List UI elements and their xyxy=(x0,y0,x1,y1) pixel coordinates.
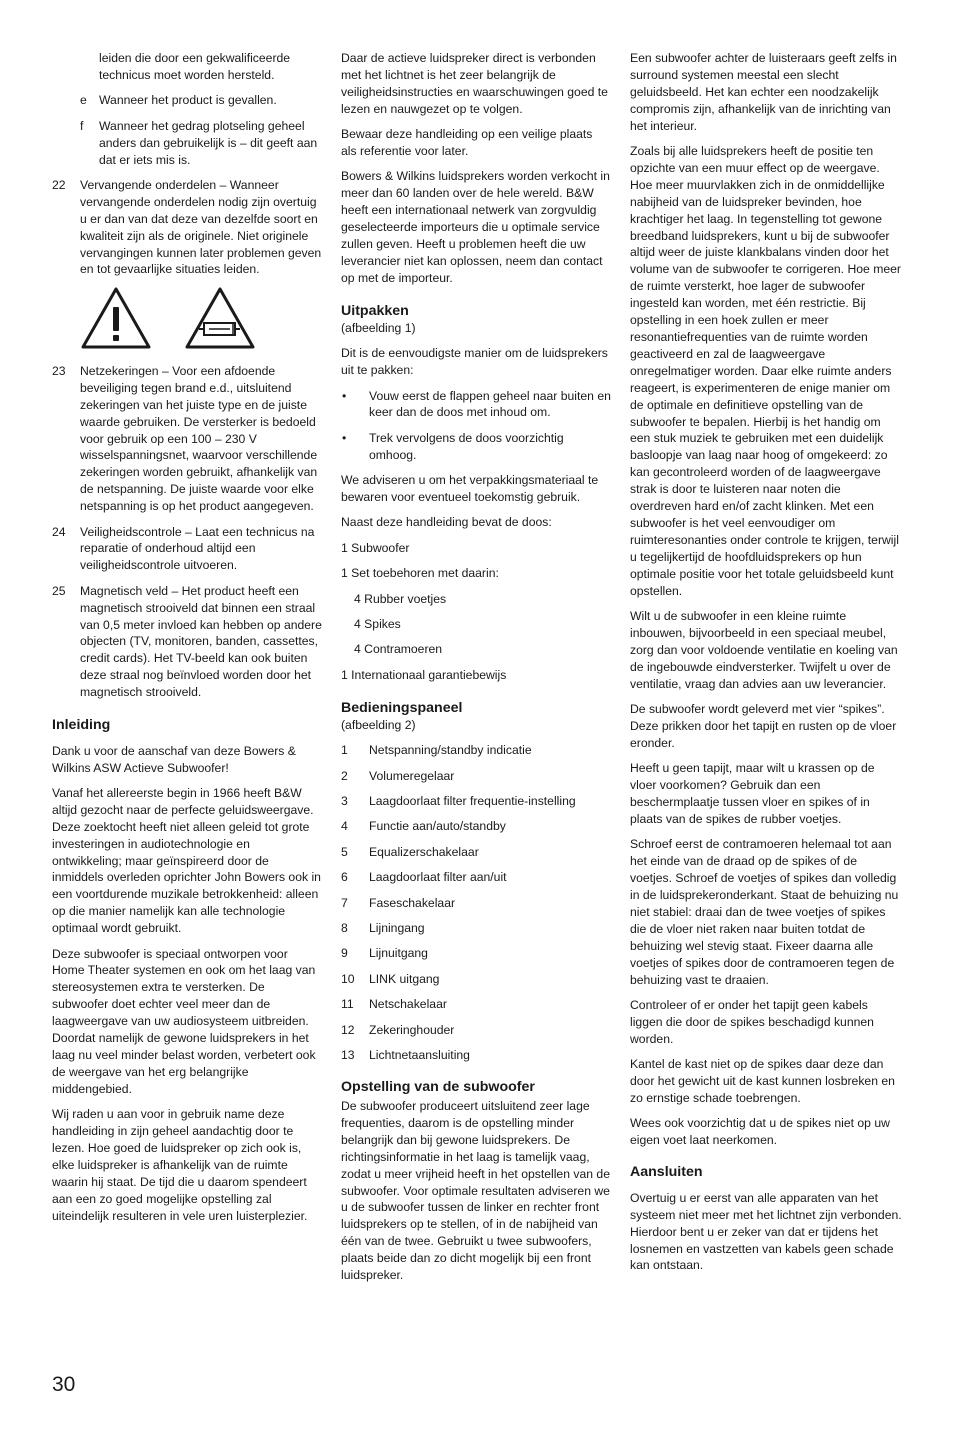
list-number: 5 xyxy=(341,844,348,859)
panel-legend-item xyxy=(341,1022,611,1039)
box-content-line: 1 Internationaal garantiebewijs xyxy=(341,667,507,682)
list-item xyxy=(52,524,322,575)
list-number: 4 xyxy=(341,819,348,834)
panel-legend-item xyxy=(341,945,611,962)
list-text: LINK uitgang xyxy=(369,971,440,986)
paragraph: Wees ook voorzichtig dat u de spikes niet op uw eigen voet laat neerkomen. xyxy=(630,1116,890,1148)
paragraph: Schroef eerst de contramoeren helemaal tot aan het einde van de draad op de spikes of de voetjes. Schroef de voetjes of spikes dan volledig in de luidsprekeronderkant. Staat de behuizing nu niet stabiel: draai dan de twee voetjes of spikes die de vloer niet raken naar buiten totdat de behuizing wel stevig staat. Fixeer daarna alle voetjes of spikes door de contramoeren tegen de behuizing vast te draaien. xyxy=(630,837,899,987)
paragraph: Overtuig u er eerst van alle apparaten van het systeem niet meer met het lichtnet zijn verbonden. Hierdoor bent u er zeker van dat er tijdens het losnemen en vastzetten van kabels geen schade kan ontstaan. xyxy=(630,1190,902,1273)
list-item xyxy=(80,92,322,109)
paragraph: We adviseren u om het verpakkingsmateriaal te bewaren voor eventueel toekomstig gebruik. xyxy=(341,473,599,505)
bullet-item xyxy=(341,430,611,464)
column-3 xyxy=(630,50,902,1283)
section-heading-bedieningspaneel: Bedieningspaneel xyxy=(341,699,463,716)
section-heading-opstelling: Opstelling van de subwoofer xyxy=(341,1078,535,1095)
list-text: Veiligheidscontrole – Laat een technicus na reparatie of onderhoud altijd een veiligheidscontrole uitvoeren. xyxy=(80,524,315,573)
section-heading-inleiding: Inleiding xyxy=(52,717,111,734)
paragraph: Zoals bij alle luidsprekers heeft de positie ten opzichte van een muur effect op de weergave. Hoe meer muurvlakken zich in de onmiddellijke nabijheid van de luidspreker bevinden, hoe krachtiger het laag. In tegenstelling tot gewone breedband luidsprekers, kunt u bij de subwoofer altijd weer de juiste klankbalans vinden door het volume van de subwoofer te corrigeren. Hoe meer de ruimte versterkt, hoe lager de subwoofer ingesteld kan worden, met één restrictie. Bij opstelling in een hoek zullen er meer resonantiefrequenties van de ruimte worden geactiveerd en zal de laagweergave onregelmatiger worden. Daar elke ruimte anders reageert, is experimenteren de enige manier om de optimale en definitieve opstelling van de subwoofer te bepalen. Hierbij is het handig om een stuk muziek te gebruiken met een duidelijk basloopje van laag naar hoog of omgekeerd: zo kan gecontroleerd worden of de laagweergave strak is door te luisteren naar noten die overdreven hard en/of zacht klinken. Met een subwoofer is het veel eenvoudiger om ruimteresonanties onder controle te krijgen, terwijl u tegelijkertijd de hoofdluidsprekers op hun optimale positie voor het totale geluidsbeeld kunt opstellen. xyxy=(630,144,901,598)
list-text: Netzekeringen – Voor een afdoende beveiliging tegen brand e.d., uitsluitend zekeringen van het juiste type en de juiste waarde gebruiken. De versterker is bedoeld voor gebruik op een 100 – 230 V wisselspanningsnet, waarvoor verschillende zekeringen worden gebruikt, afhankelijk van de netspanning. De juiste waarde voor elke netspanning is op het product aangegeven. xyxy=(80,363,318,514)
paragraph: Kantel de kast niet op de spikes daar deze dan door het gewicht uit de kast kunnen losbreken en zo ernstige schade toebrengen. xyxy=(630,1057,895,1106)
list-text: Netspanning/standby indicatie xyxy=(369,743,532,758)
paragraph: Dank u voor de aanschaf van deze Bowers & Wilkins ASW Actieve Subwoofer! xyxy=(52,743,296,775)
paragraph: De subwoofer wordt geleverd met vier “spikes”. Deze prikken door het tapijt en rusten op de vloer eronder. xyxy=(630,702,897,750)
bullet-icon: • xyxy=(342,388,347,403)
bullet-icon: • xyxy=(342,430,347,445)
panel-legend-item xyxy=(341,996,611,1013)
list-text: Faseschakelaar xyxy=(369,895,456,910)
panel-legend-item xyxy=(341,895,611,912)
list-number: 11 xyxy=(341,997,354,1012)
paragraph: Vanaf het allereerste begin in 1966 heeft B&W altijd gezocht naar de perfecte geluidsweergave. Deze zoektocht heeft niet alleen geleid tot grote investeringen in audiotechnologie en ontwikkeling; maar geïnspireerd door de inmiddels overleden oprichter John Bowers ook in een voortdurende muzikale betrokkenheid: alleen op die manier namelijk kan alle technologie optimaal wordt gebruikt. xyxy=(52,785,321,936)
list-number: 8 xyxy=(341,921,348,936)
list-text: Equalizerschakelaar xyxy=(369,844,479,859)
paragraph: Dit is de eenvoudigste manier om de luidsprekers uit te pakken: xyxy=(341,346,608,378)
paragraph: Wilt u de subwoofer in een kleine ruimte inbouwen, bijvoorbeeld in een speciaal meubel, zorg dan voor voldoende ventilatie en koeling van de ingebouwde eindversterker. Twijfelt u over de ventilatie, vraag dan advies aan uw leverancier. xyxy=(630,609,898,691)
paragraph: Bewaar deze handleiding op een veilige plaats als referentie voor later. xyxy=(341,127,593,159)
bullet-text: Trek vervolgens de doos voorzichtig omhoog. xyxy=(369,430,564,462)
paragraph: Daar de actieve luidspreker direct is verbonden met het lichtnet is het zeer belangrijk de veiligheidsinstructies en waarschuwingen goed te lezen en nauwgezet op te volgen. xyxy=(341,51,608,116)
box-content-line: 1 Subwoofer xyxy=(341,540,410,555)
box-content-subline: 4 Contramoeren xyxy=(354,642,443,657)
list-text: Functie aan/auto/standby xyxy=(369,819,506,834)
box-content-line: 1 Set toebehoren met daarin: xyxy=(341,566,499,581)
bullet-item xyxy=(341,388,611,422)
page-number: 30 xyxy=(52,1373,76,1396)
list-text: Lijningang xyxy=(369,921,425,936)
list-text: Wanneer het gedrag plotseling geheel anders dan gebruikelijk is – dit geeft aan dat er iets mis is. xyxy=(99,118,318,167)
caution-triangle-icon xyxy=(81,287,151,349)
list-text: Laagdoorlaat filter aan/uit xyxy=(369,870,507,885)
list-marker: e xyxy=(80,93,87,108)
list-item xyxy=(52,363,322,515)
paragraph: Heeft u geen tapijt, maar wilt u krassen op de vloer voorkomen? Gebruik dan een beschermplaatje tussen vloer en spikes of in plaats van de spikes de rubber voetjes. xyxy=(630,761,875,826)
paragraph: De subwoofer produceert uitsluitend zeer lage frequenties, daarom is de opstelling minder belangrijk dan bij gewone luidsprekers. De richtingsinformatie in het laag is tamelijk vaag, zodat u meer vrijheid heeft in het opstellen van de subwoofer. Voor optimale resultaten adviseren we u de subwoofer tussen de linker en rechter front luidsprekers op te stellen, of in de nabijheid van één van de twee. Gebruikt u twee subwoofers, plaats beide dan zo dicht mogelijk bij een front luidspreker. xyxy=(341,1098,610,1283)
figure-reference: (afbeelding 1) xyxy=(341,320,416,335)
panel-legend-item xyxy=(341,768,611,785)
list-number: 13 xyxy=(341,1048,355,1063)
warning-symbols xyxy=(52,287,322,349)
list-number: 22 xyxy=(52,177,66,192)
paragraph: Een subwoofer achter de luisteraars geeft zelfs in surround systemen meestal een slecht geluidsbeeld. Het kan echter een noodzakelijk compromis zijn, afhankelijk van de inrichting van het interieur. xyxy=(630,51,897,133)
column-1 xyxy=(52,50,322,1233)
list-text: Volumeregelaar xyxy=(369,768,455,783)
section-heading-aansluiten: Aansluiten xyxy=(630,1164,703,1181)
list-number: 23 xyxy=(52,363,66,378)
paragraph: Bowers & Wilkins luidsprekers worden verkocht in meer dan 60 landen over de hele wereld. B&W heeft een internationaal netwerk van zorgvuldig geselecteerde importeurs die u optimale service zullen geven. Heeft u problemen heeft die uw leverancier niet kan oplossen, neem dan contact op met de importeur. xyxy=(341,169,610,285)
paragraph: Naast deze handleiding bevat de doos: xyxy=(341,515,552,530)
paragraph: Wij raden u aan voor in gebruik name deze handleiding in zijn geheel aandachtig door te lezen. Hoe goed de luidspreker op zich ook is, elke luidspreker is afhankelijk van de ruimte waarin hij staat. De tijd die u daarom spendeert aan een zo goed mogelijke opstelling zal uiteindelijk resulteren in vele uren luisterplezier. xyxy=(52,1107,308,1223)
panel-legend-item xyxy=(341,742,611,759)
panel-legend-item xyxy=(341,920,611,937)
list-text: Lichtnetaansluiting xyxy=(369,1048,470,1063)
list-number: 12 xyxy=(341,1022,355,1037)
list-number: 10 xyxy=(341,971,355,986)
panel-legend-item xyxy=(341,844,611,861)
panel-legend-list xyxy=(341,742,611,1064)
list-item xyxy=(52,177,322,278)
panel-legend-item xyxy=(341,793,611,810)
panel-legend-item xyxy=(341,869,611,886)
paragraph: Deze subwoofer is speciaal ontworpen voor Home Theater systemen en ook om het laag van stereosystemen extra te versterken. De subwoofer doet echter veel meer dan de laagweergave van uw audiosysteem uitbreiden. Doordat namelijk de gewone luidsprekers in het laag nu veel minder belast worden, verbetert ook de weergave van het erg belangrijke middengebied. xyxy=(52,946,316,1096)
list-number: 24 xyxy=(52,524,66,539)
box-content-subline: 4 Rubber voetjes xyxy=(354,591,447,606)
section-heading-uitpakken: Uitpakken xyxy=(341,302,409,319)
list-number: 9 xyxy=(341,946,348,961)
column-2 xyxy=(341,50,611,1292)
list-text: Vervangende onderdelen – Wanneer vervangende onderdelen nodig zijn overtuig u er dan van dat deze van dezelfde soort en kwaliteit zijn als de originele. Niet originele vervangingen kunnen later problemen geven en tot gevaarlijke situaties leiden. xyxy=(80,177,322,277)
fuse-warning-icon xyxy=(185,287,255,349)
list-text: Netschakelaar xyxy=(369,997,447,1012)
paragraph: Controleer of er onder het tapijt geen kabels liggen die door de spikes beschadigd kunnen worden. xyxy=(630,998,874,1046)
list-marker: f xyxy=(80,118,84,133)
box-content-subline: 4 Spikes xyxy=(354,617,401,632)
list-number: 2 xyxy=(341,768,348,783)
panel-legend-item xyxy=(341,971,611,988)
list-text: Wanneer het product is gevallen. xyxy=(99,93,277,108)
list-text: Lijnuitgang xyxy=(369,946,428,961)
list-number: 7 xyxy=(341,895,348,910)
list-number: 1 xyxy=(341,743,348,758)
bullet-text: Vouw eerst de flappen geheel naar buiten en keer dan de doos met inhoud om. xyxy=(369,388,611,420)
list-number: 25 xyxy=(52,583,66,598)
figure-reference: (afbeelding 2) xyxy=(341,717,416,732)
panel-legend-item xyxy=(341,818,611,835)
list-text: Zekeringhouder xyxy=(369,1022,455,1037)
list-text: Laagdoorlaat filter frequentie-instelling xyxy=(369,794,576,808)
list-item-continuation: leiden die door een gekwalificeerde technicus moet worden hersteld. xyxy=(99,51,291,82)
list-number: 3 xyxy=(341,794,348,808)
list-number: 6 xyxy=(341,870,348,885)
list-text: Magnetisch veld – Het product heeft een magnetisch strooiveld dat binnen een straal van 0,5 meter invloed kan hebben op andere objecten (TV, monitoren, banden, cassettes, credit cards). Het TV-beeld kan ook buiten deze straal nog beïnvloed worden door het magnetisch strooiveld. xyxy=(80,583,322,700)
list-item xyxy=(52,583,322,701)
panel-legend-item xyxy=(341,1047,611,1064)
list-item xyxy=(80,118,322,169)
